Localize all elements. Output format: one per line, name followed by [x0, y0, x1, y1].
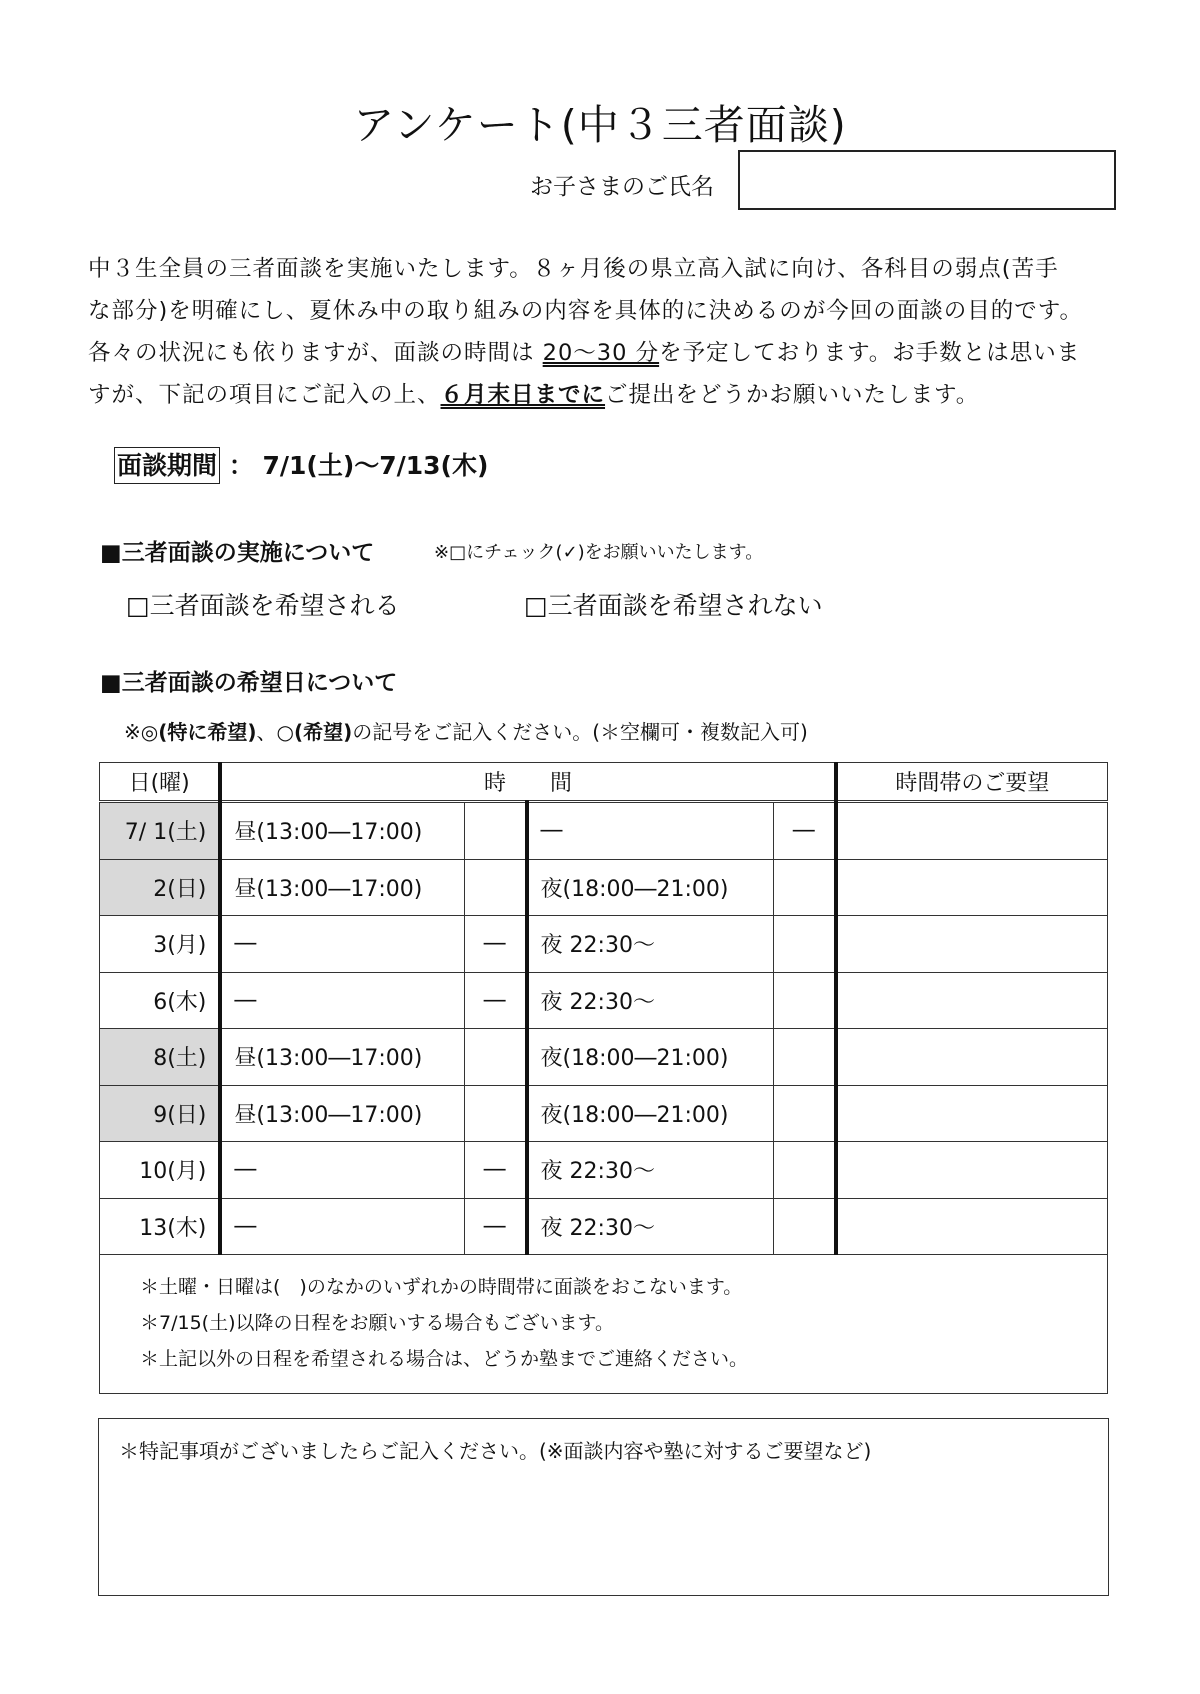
- row-night-mark[interactable]: [773, 1085, 835, 1142]
- section-1-note: ※□にチェック(✓)をお願いいたします。: [434, 542, 764, 563]
- period-colon: ：: [228, 451, 254, 480]
- section-2-heading: ■三者面談の希望日について: [100, 670, 398, 696]
- table-header-row: [100, 763, 1108, 802]
- interview-period: [114, 446, 488, 482]
- table-row: [100, 1142, 1108, 1199]
- period-value: 7/1(土)～7/13(木): [262, 451, 489, 480]
- row-request-field[interactable]: [836, 972, 1108, 1029]
- table-row: [100, 802, 1108, 860]
- row-daytime-mark[interactable]: ―: [464, 1198, 526, 1255]
- row-daytime: 昼(13:00―17:00): [220, 1085, 464, 1142]
- row-night-mark[interactable]: [773, 916, 835, 973]
- row-date: 7/ 1(土): [100, 802, 221, 860]
- period-label: 面談期間: [114, 447, 220, 484]
- row-daytime: ―: [220, 972, 464, 1029]
- note-weekend: ＊土曜・日曜は( )のなかのいずれかの時間帯に面談をおこないます。: [140, 1276, 743, 1298]
- row-daytime: ―: [220, 916, 464, 973]
- note-mid: 、○: [256, 720, 294, 744]
- table-row: [100, 972, 1108, 1029]
- schedule-table: [99, 762, 1108, 1394]
- header-time: 時 間: [220, 763, 835, 802]
- intro-line-3: [88, 332, 1124, 374]
- row-night-mark[interactable]: ―: [773, 802, 835, 860]
- row-date: 8(土): [100, 1029, 221, 1086]
- row-night: ―: [527, 802, 774, 860]
- row-request-field[interactable]: [836, 1198, 1108, 1255]
- intro-line-4: [88, 374, 1124, 416]
- header-request: 時間帯のご要望: [836, 763, 1108, 802]
- child-name-field[interactable]: [738, 150, 1116, 210]
- row-night-mark[interactable]: [773, 1198, 835, 1255]
- intro-line-1: 中３生全員の三者面談を実施いたします。８ヶ月後の県立高入試に向け、各科目の弱点(苦手: [88, 256, 1059, 282]
- row-night: 夜(18:00―21:00): [527, 859, 774, 916]
- note-suffix: の記号をご記入ください。(＊空欄可・複数記入可): [352, 720, 808, 744]
- option-wish-interview[interactable]: □三者面談を希望される: [126, 591, 400, 620]
- intro-line-4-b: ご提出をどうかお願いいたします。: [605, 382, 980, 408]
- row-daytime: ―: [220, 1142, 464, 1199]
- row-daytime-mark[interactable]: ―: [464, 972, 526, 1029]
- section-1-heading: ■三者面談の実施について: [100, 540, 375, 566]
- row-date: 10(月): [100, 1142, 221, 1199]
- row-date: 2(日): [100, 859, 221, 916]
- row-night: 夜 22:30～: [527, 972, 774, 1029]
- row-night: 夜 22:30～: [527, 1142, 774, 1199]
- row-request-field[interactable]: [836, 859, 1108, 916]
- note-tokuni: (特に希望): [158, 720, 257, 744]
- intro-line-2: な部分)を明確にし、夏休み中の取り組みの内容を具体的に決めるのが今回の面談の目的です。: [88, 298, 1083, 324]
- table-row: [100, 1085, 1108, 1142]
- row-daytime-mark[interactable]: [464, 1085, 526, 1142]
- row-date: 13(木): [100, 1198, 221, 1255]
- row-daytime: ―: [220, 1198, 464, 1255]
- note-after-715: ＊7/15(土)以降の日程をお願いする場合もございます。: [140, 1312, 614, 1334]
- table-row: [100, 859, 1108, 916]
- row-daytime-mark[interactable]: [464, 802, 526, 860]
- row-date: 3(月): [100, 916, 221, 973]
- note-prefix: ※◎: [124, 720, 159, 744]
- intro-line-3-a: 各々の状況にも依りますが、面談の時間は: [88, 340, 535, 366]
- row-night-mark[interactable]: [773, 1029, 835, 1086]
- remarks-label: ＊特記事項がございましたらご記入ください。(※面談内容や塾に対するご要望など): [119, 1439, 872, 1463]
- note-other-dates: ＊上記以外の日程を希望される場合は、どうか塾までご連絡ください。: [140, 1348, 749, 1370]
- row-night: 夜(18:00―21:00): [527, 1029, 774, 1086]
- intro-line-4-a: すが、下記の項目にご記入の上、: [88, 382, 441, 408]
- section-2-note: [124, 716, 808, 745]
- interview-duration: 20～30 分: [542, 340, 660, 366]
- row-daytime: 昼(13:00―17:00): [220, 859, 464, 916]
- row-request-field[interactable]: [836, 1142, 1108, 1199]
- header-date: 日(曜): [100, 763, 221, 802]
- row-date: 6(木): [100, 972, 221, 1029]
- row-daytime-mark[interactable]: [464, 1029, 526, 1086]
- row-night: 夜 22:30～: [527, 1198, 774, 1255]
- row-daytime-mark[interactable]: ―: [464, 1142, 526, 1199]
- row-night: 夜(18:00―21:00): [527, 1085, 774, 1142]
- table-row: [100, 1198, 1108, 1255]
- row-night-mark[interactable]: [773, 1142, 835, 1199]
- submission-deadline: ６月末日までに: [440, 382, 606, 408]
- note-kibou: (希望): [293, 720, 353, 744]
- row-request-field[interactable]: [836, 1029, 1108, 1086]
- row-daytime-mark[interactable]: [464, 859, 526, 916]
- row-night-mark[interactable]: [773, 859, 835, 916]
- row-request-field[interactable]: [836, 1085, 1108, 1142]
- row-daytime-mark[interactable]: ―: [464, 916, 526, 973]
- child-name-label: お子さまのご氏名: [530, 174, 714, 200]
- table-notes: [100, 1255, 1108, 1394]
- intro-line-3-b: を予定しております。お手数とは思いま: [659, 340, 1081, 366]
- row-date: 9(日): [100, 1085, 221, 1142]
- option-no-interview[interactable]: □三者面談を希望されない: [524, 591, 823, 620]
- page-title: アンケート(中３三者面談): [353, 101, 847, 149]
- row-daytime: 昼(13:00―17:00): [220, 802, 464, 860]
- row-request-field[interactable]: [836, 916, 1108, 973]
- table-row: [100, 916, 1108, 973]
- row-daytime: 昼(13:00―17:00): [220, 1029, 464, 1086]
- intro-paragraph: [88, 248, 1124, 416]
- table-notes-row: [100, 1255, 1108, 1394]
- row-night: 夜 22:30～: [527, 916, 774, 973]
- row-night-mark[interactable]: [773, 972, 835, 1029]
- remarks-box[interactable]: [98, 1418, 1109, 1596]
- row-request-field[interactable]: [836, 802, 1108, 860]
- table-row: [100, 1029, 1108, 1086]
